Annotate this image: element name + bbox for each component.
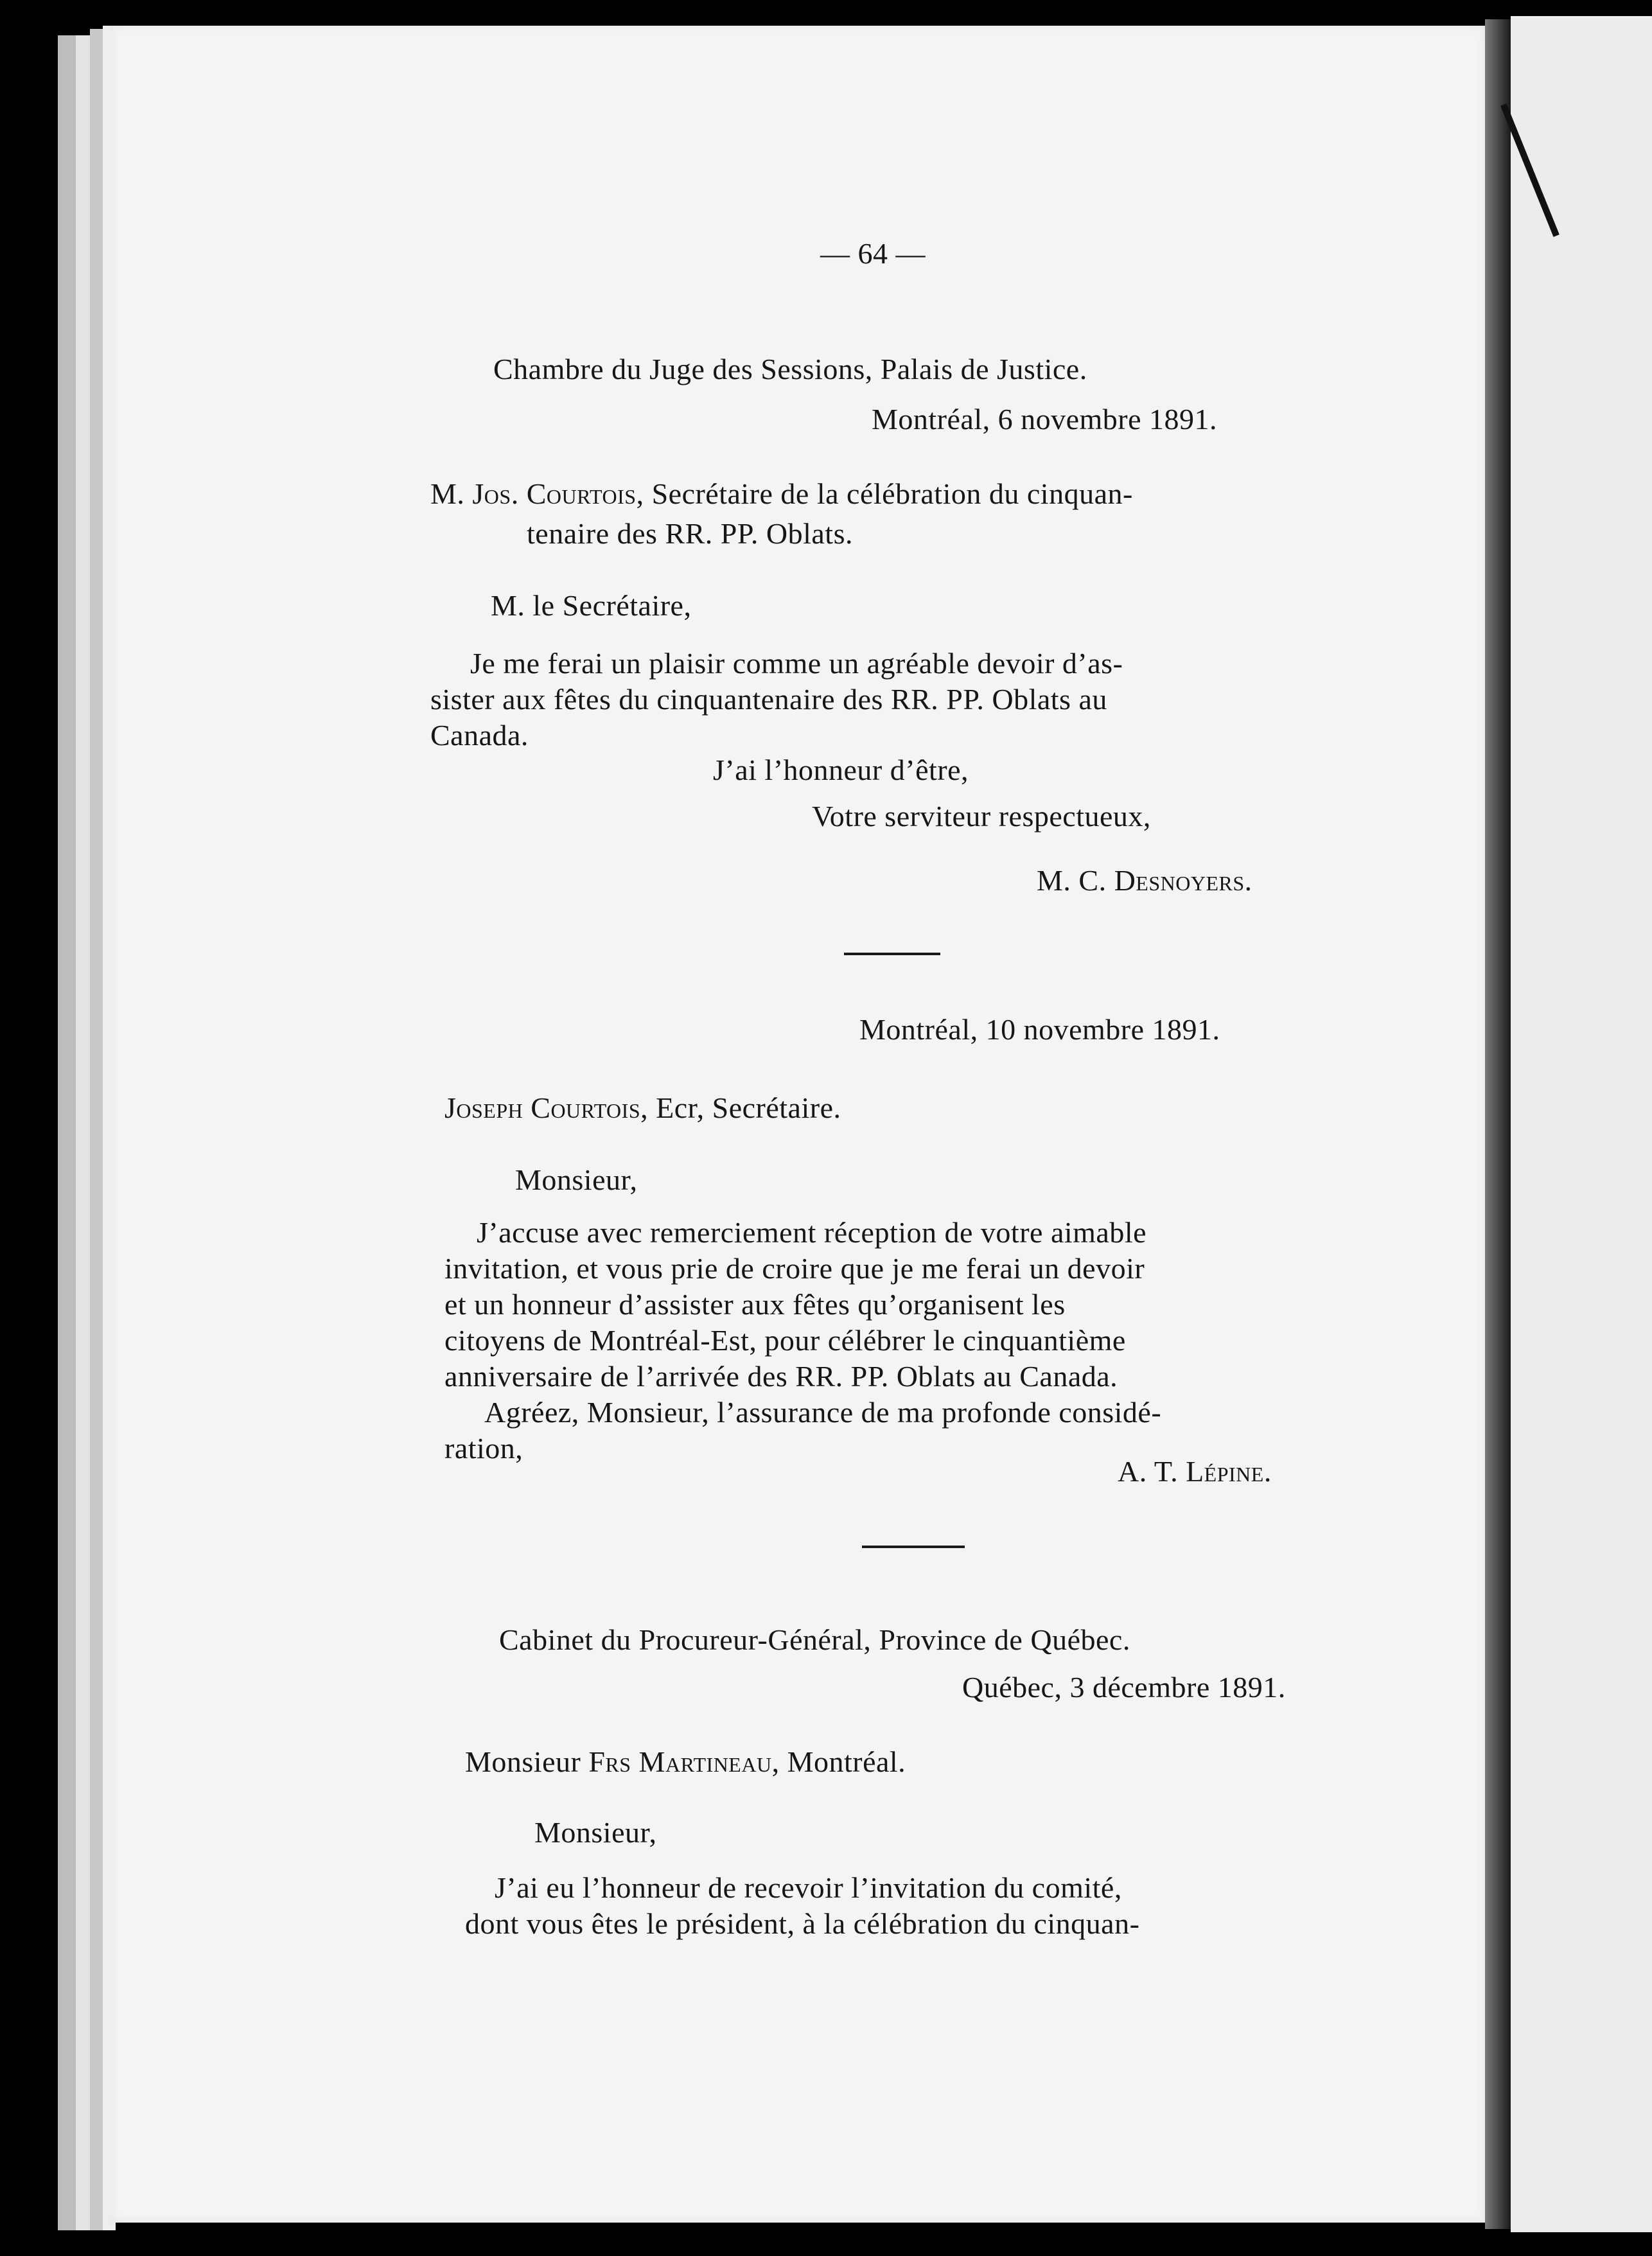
- letter2-addressee: [444, 1093, 841, 1123]
- letter3-salutation: Monsieur,: [534, 1816, 657, 1849]
- letter1-body-line: Canada.: [430, 719, 529, 752]
- letter3-body-line: dont vous êtes le président, à la célébration du cinquan-: [465, 1907, 1140, 1940]
- section-divider: [862, 1546, 965, 1548]
- letter1-addressee-line2: tenaire des RR. PP. Oblats.: [527, 517, 853, 550]
- addressee-title: Secrétaire de la célébration du cinquan-: [651, 477, 1133, 510]
- letter2-body-line: invitation, et vous prie de croire que je me ferai un devoir: [444, 1252, 1145, 1285]
- letter2-salutation: Monsieur,: [515, 1163, 638, 1196]
- letter2-body-line: ration,: [444, 1432, 523, 1465]
- page-stack-edge: [90, 29, 103, 2230]
- letter1-addressee: [430, 479, 1133, 509]
- addressee-title: Ecr, Secrétaire.: [656, 1091, 841, 1124]
- letter2-body-line: J’accuse avec remerciement réception de votre aimable: [477, 1216, 1147, 1249]
- addressee-name: M. Jos. Courtois,: [430, 477, 644, 510]
- addressee-city: Montréal.: [787, 1745, 906, 1778]
- addressee-prefix: Monsieur: [465, 1745, 581, 1778]
- page-stack-edge: [76, 35, 90, 2230]
- letter1-place-date: Montréal, 6 novembre 1891.: [872, 403, 1218, 436]
- letter2-body-line: citoyens de Montréal-Est, pour célébrer le cinquantième: [444, 1324, 1126, 1357]
- letter1-signature: M. C. Desnoyers.: [1037, 864, 1252, 897]
- letter3-heading: Cabinet du Procureur-Général, Province de Québec.: [499, 1623, 1130, 1656]
- letter1-body-line: sister aux fêtes du cinquantenaire des RR. PP. Oblats au: [430, 683, 1107, 716]
- addressee-name: Joseph Courtois,: [444, 1091, 649, 1124]
- letter2-body-line: Agréez, Monsieur, l’assurance de ma profonde considé-: [484, 1396, 1162, 1429]
- letter1-heading: Chambre du Juge des Sessions, Palais de Justice.: [493, 353, 1087, 385]
- book-gutter: [1485, 19, 1511, 2229]
- facing-page: [1511, 16, 1652, 2232]
- letter2-place-date: Montréal, 10 novembre 1891.: [859, 1013, 1220, 1046]
- page-number: — 64 —: [820, 237, 926, 270]
- book-page: [110, 26, 1485, 2223]
- letter1-body-line: Je me ferai un plaisir comme un agréable devoir d’as-: [470, 647, 1123, 680]
- page-stack-edge: [58, 35, 76, 2230]
- letter2-signature: A. T. Lépine.: [1118, 1455, 1272, 1488]
- letter3-place-date: Québec, 3 décembre 1891.: [962, 1671, 1286, 1704]
- letter2-body-line: anniversaire de l’arrivée des RR. PP. Oblats au Canada.: [444, 1360, 1118, 1393]
- letter2-body-line: et un honneur d’assister aux fêtes qu’organisent les: [444, 1288, 1066, 1321]
- letter3-addressee: [465, 1747, 906, 1777]
- letter1-salutation: M. le Secrétaire,: [491, 589, 692, 622]
- section-divider: [844, 953, 940, 955]
- letter1-closing: Votre serviteur respectueux,: [812, 800, 1151, 833]
- letter3-body-line: J’ai eu l’honneur de recevoir l’invitation du comité,: [495, 1871, 1122, 1904]
- letter1-closing: J’ai l’honneur d’être,: [713, 753, 969, 786]
- addressee-name: Frs Martineau,: [588, 1745, 780, 1778]
